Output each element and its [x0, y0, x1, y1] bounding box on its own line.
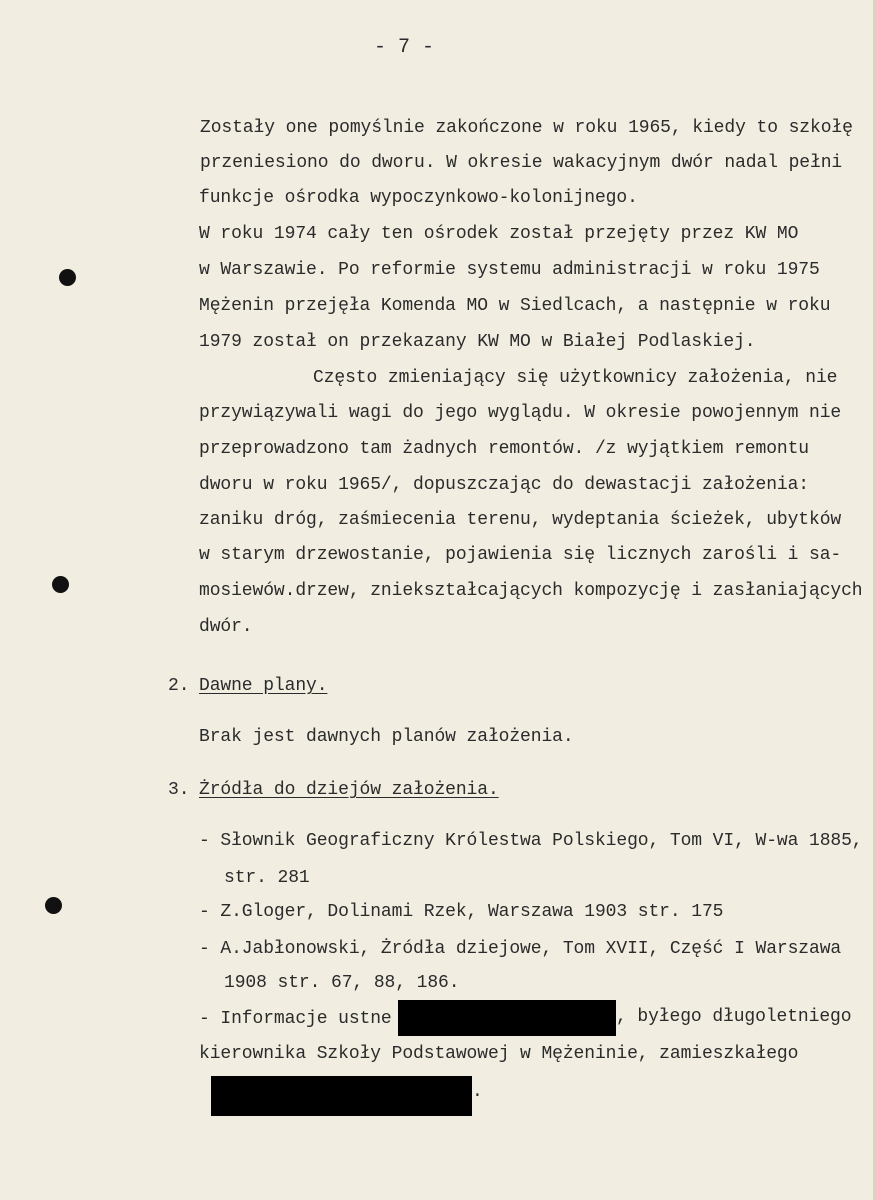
redaction-box [211, 1076, 472, 1116]
text-line: Mężenin przejęła Komenda MO w Siedlcach, a następnie w roku [199, 296, 831, 316]
text-line: zaniku dróg, zaśmiecenia terenu, wydeptania ścieżek, ubytków [199, 510, 842, 530]
page-number: - 7 - [374, 36, 435, 59]
section-3-number: 3. [168, 780, 190, 800]
text-line: w Warszawie. Po reformie systemu administracji w roku 1975 [199, 260, 820, 280]
source-item-continuation: 1908 str. 67, 88, 186. [224, 973, 460, 993]
redaction-box [398, 1000, 616, 1036]
source-item-continuation: str. 281 [224, 868, 310, 888]
section-2-text: Brak jest dawnych planów założenia. [199, 727, 574, 747]
text-line: przeprowadzono tam żadnych remontów. /z wyjątkiem remontu [199, 439, 810, 459]
oral-info-line-2: kierownika Szkoły Podstawowej w Mężeninie, zamieszkałego [199, 1044, 799, 1064]
oral-info-line-3-end: . [472, 1082, 483, 1102]
text-line: w starym drzewostanie, pojawienia się licznych zarośli i sa- [199, 545, 842, 565]
text-line: dworu w roku 1965/, dopuszczając do dewastacji założenia: [199, 475, 810, 495]
text-line: 1979 został on przekazany KW MO w Białej Podlaskiej. [199, 332, 756, 352]
text-line: dwór. [199, 617, 253, 637]
punch-hole-bottom [45, 897, 62, 914]
section-2-number: 2. [168, 676, 190, 696]
text-line: Zostały one pomyślnie zakończone w roku 1965, kiedy to szkołę [200, 118, 853, 138]
source-item: - Z.Gloger, Dolinami Rzek, Warszawa 1903 str. 175 [199, 902, 724, 922]
oral-info-prefix: - Informacje ustne [199, 1009, 392, 1029]
text-line: W roku 1974 cały ten ośrodek został przejęty przez KW MO [199, 224, 799, 244]
punch-hole-top [59, 269, 76, 286]
text-line: przywiązywali wagi do jego wyglądu. W okresie powojennym nie [199, 403, 842, 423]
text-line: Często zmieniający się użytkownicy założenia, nie [313, 368, 838, 388]
source-item: - A.Jabłonowski, Żródła dziejowe, Tom XVII, Część I Warszawa [199, 939, 842, 959]
text-line: przeniesiono do dworu. W okresie wakacyjnym dwór nadal pełni [200, 153, 843, 173]
oral-info-suffix: , byłego długoletniego [616, 1007, 852, 1027]
punch-hole-middle [52, 576, 69, 593]
text-line: funkcje ośrodka wypoczynkowo-kolonijnego. [199, 188, 638, 208]
section-3-heading: Żródła do dziejów założenia. [199, 780, 499, 800]
section-2-heading: Dawne plany. [199, 676, 328, 696]
text-line: mosiewów.drzew, zniekształcających kompozycję i zasłaniających [199, 581, 863, 601]
source-item: - Słownik Geograficzny Królestwa Polskiego, Tom VI, W-wa 1885, [199, 831, 863, 851]
